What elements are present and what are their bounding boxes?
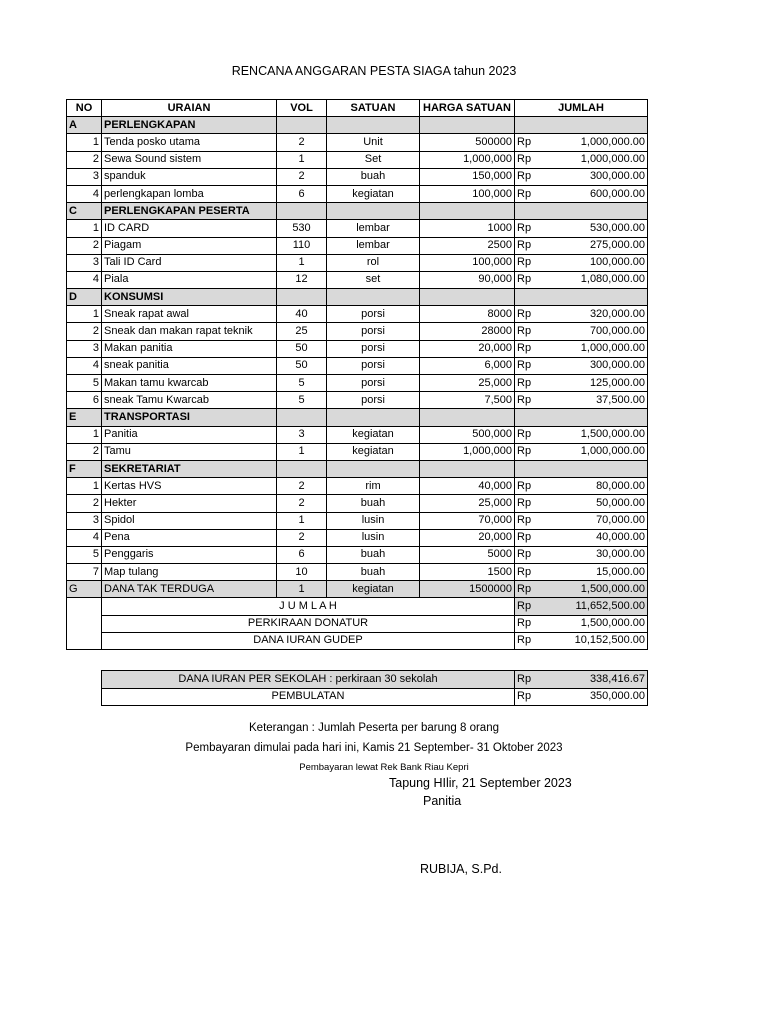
row-vol: 5 — [277, 392, 327, 409]
row-vol: 10 — [277, 564, 327, 581]
empty-cell — [277, 289, 327, 306]
empty-cell — [515, 289, 547, 306]
row-satuan: kegiatan — [327, 426, 420, 443]
empty-cell — [547, 460, 648, 477]
total-value: 1,500,000.00 — [547, 615, 648, 632]
row-harga: 1,000,000 — [420, 151, 515, 168]
row-no: 5 — [67, 375, 102, 392]
row-satuan: porsi — [327, 340, 420, 357]
section-code: A — [67, 117, 102, 134]
row-rp: Rp — [515, 271, 547, 288]
row-satuan: kegiatan — [327, 443, 420, 460]
row-rp: Rp — [515, 512, 547, 529]
table-row — [67, 220, 648, 237]
section-row — [67, 203, 648, 220]
row-satuan: porsi — [327, 392, 420, 409]
row-harga: 20,000 — [420, 340, 515, 357]
row-rp: Rp — [515, 581, 547, 598]
total-rp: Rp — [515, 632, 547, 649]
row-jumlah: 100,000.00 — [547, 254, 648, 271]
budget-table — [66, 99, 648, 650]
total-label: J U M L A H — [102, 598, 515, 615]
header-vol: VOL — [277, 100, 327, 117]
row-no: 4 — [67, 357, 102, 374]
row-uraian: Tamu — [102, 443, 277, 460]
row-vol: 1 — [277, 254, 327, 271]
document-title: RENCANA ANGGARAN PESTA SIAGA tahun 2023 — [231, 64, 517, 78]
table-row — [67, 340, 648, 357]
row-no: 3 — [67, 254, 102, 271]
empty-cell — [420, 409, 515, 426]
row-harga: 1500000 — [420, 581, 515, 598]
row-harga: 100,000 — [420, 254, 515, 271]
row-jumlah: 530,000.00 — [547, 220, 648, 237]
row-satuan: kegiatan — [327, 581, 420, 598]
row-uraian: spanduk — [102, 168, 277, 185]
row-vol: 6 — [277, 185, 327, 202]
empty-cell — [420, 203, 515, 220]
table-row — [67, 529, 648, 546]
row-vol: 1 — [277, 443, 327, 460]
total-row — [67, 615, 648, 632]
row-harga: 150,000 — [420, 168, 515, 185]
row-satuan: kegiatan — [327, 185, 420, 202]
note-pembayaran: Pembayaran dimulai pada hari ini, Kamis 21 September- 31 Oktober 2023 — [185, 742, 563, 754]
row-uraian: Makan panitia — [102, 340, 277, 357]
row-harga: 1000 — [420, 220, 515, 237]
row-satuan: set — [327, 271, 420, 288]
row-rp: Rp — [515, 529, 547, 546]
row-uraian: Sneak rapat awal — [102, 306, 277, 323]
row-uraian: Pena — [102, 529, 277, 546]
row-uraian: Tenda posko utama — [102, 134, 277, 151]
row-uraian: Panitia — [102, 426, 277, 443]
row-harga: 7,500 — [420, 392, 515, 409]
row-vol: 6 — [277, 546, 327, 563]
table-row — [67, 323, 648, 340]
row-vol: 50 — [277, 357, 327, 374]
total-label: PERKIRAAN DONATUR — [102, 615, 515, 632]
empty-cell — [515, 409, 547, 426]
section-label: SEKRETARIAT — [102, 460, 277, 477]
row-jumlah: 1,000,000.00 — [547, 151, 648, 168]
row-no: 2 — [67, 443, 102, 460]
section-label: KONSUMSI — [102, 289, 277, 306]
row-satuan: Unit — [327, 134, 420, 151]
row-vol: 40 — [277, 306, 327, 323]
row-rp: Rp — [515, 168, 547, 185]
table-row — [67, 495, 648, 512]
row-vol: 12 — [277, 271, 327, 288]
row-uraian: Piagam — [102, 237, 277, 254]
total-value: 10,152,500.00 — [547, 632, 648, 649]
empty-cell — [547, 289, 648, 306]
row-harga: 500000 — [420, 134, 515, 151]
row-no: G — [67, 581, 102, 598]
row-jumlah: 700,000.00 — [547, 323, 648, 340]
table-row — [67, 512, 648, 529]
total-label: DANA IURAN GUDEP — [102, 632, 515, 649]
pembulatan-label: PEMBULATAN — [102, 688, 515, 706]
row-harga: 8000 — [420, 306, 515, 323]
row-jumlah: 1,000,000.00 — [547, 340, 648, 357]
row-uraian: Piala — [102, 271, 277, 288]
row-uraian: Spidol — [102, 512, 277, 529]
row-jumlah: 40,000.00 — [547, 529, 648, 546]
row-no: 1 — [67, 306, 102, 323]
total-row — [67, 598, 648, 615]
row-rp: Rp — [515, 392, 547, 409]
row-uraian: Penggaris — [102, 546, 277, 563]
row-rp: Rp — [515, 357, 547, 374]
section-row — [67, 117, 648, 134]
row-uraian: Tali ID Card — [102, 254, 277, 271]
empty-cell — [420, 460, 515, 477]
row-jumlah: 50,000.00 — [547, 495, 648, 512]
table-row — [67, 151, 648, 168]
row-satuan: porsi — [327, 375, 420, 392]
row-vol: 1 — [277, 581, 327, 598]
row-satuan: lembar — [327, 237, 420, 254]
section-code: E — [67, 409, 102, 426]
row-no: 2 — [67, 495, 102, 512]
section-code: D — [67, 289, 102, 306]
empty-cell — [67, 598, 102, 615]
row-uraian: Map tulang — [102, 564, 277, 581]
row-jumlah: 300,000.00 — [547, 357, 648, 374]
table-row — [67, 443, 648, 460]
empty-cell — [327, 460, 420, 477]
row-rp: Rp — [515, 151, 547, 168]
row-uraian: Kertas HVS — [102, 478, 277, 495]
row-satuan: lusin — [327, 512, 420, 529]
section-code: F — [67, 460, 102, 477]
empty-cell — [277, 409, 327, 426]
iuran-table — [101, 670, 648, 706]
empty-cell — [515, 117, 547, 134]
row-uraian: ID CARD — [102, 220, 277, 237]
note-keterangan: Keterangan : Jumlah Peserta per barung 8 orang — [249, 722, 499, 734]
row-harga: 5000 — [420, 546, 515, 563]
empty-cell — [277, 460, 327, 477]
row-jumlah: 275,000.00 — [547, 237, 648, 254]
row-uraian: Sneak dan makan rapat teknik — [102, 323, 277, 340]
row-vol: 5 — [277, 375, 327, 392]
row-harga: 25,000 — [420, 495, 515, 512]
row-harga: 70,000 — [420, 512, 515, 529]
pembulatan-row — [102, 688, 648, 706]
pembulatan-rp: Rp — [515, 688, 547, 706]
empty-cell — [67, 632, 102, 649]
row-uraian: sneak panitia — [102, 357, 277, 374]
row-satuan: buah — [327, 168, 420, 185]
pembulatan-value: 350,000.00 — [547, 688, 648, 706]
total-value: 11,652,500.00 — [547, 598, 648, 615]
total-rp: Rp — [515, 598, 547, 615]
row-satuan: Set — [327, 151, 420, 168]
row-jumlah: 320,000.00 — [547, 306, 648, 323]
row-no: 3 — [67, 512, 102, 529]
section-row — [67, 289, 648, 306]
note-rekening: Pembayaran lewat Rek Bank Riau Kepri — [299, 762, 469, 773]
table-row — [67, 254, 648, 271]
row-no: 3 — [67, 168, 102, 185]
row-vol: 2 — [277, 495, 327, 512]
header-no: NO — [67, 100, 102, 117]
sign-name: RUBIJA, S.Pd. — [420, 862, 502, 876]
section-row — [67, 409, 648, 426]
table-row — [67, 271, 648, 288]
row-vol: 2 — [277, 529, 327, 546]
iuran-value: 338,416.67 — [547, 671, 648, 689]
row-vol: 50 — [277, 340, 327, 357]
table-row — [67, 546, 648, 563]
table-row — [67, 478, 648, 495]
row-no: 1 — [67, 220, 102, 237]
row-no: 4 — [67, 271, 102, 288]
row-harga: 40,000 — [420, 478, 515, 495]
row-no: 3 — [67, 340, 102, 357]
row-jumlah: 1,500,000.00 — [547, 581, 648, 598]
empty-cell — [327, 117, 420, 134]
table-row — [67, 237, 648, 254]
row-jumlah: 125,000.00 — [547, 375, 648, 392]
row-jumlah: 1,500,000.00 — [547, 426, 648, 443]
row-uraian: sneak Tamu Kwarcab — [102, 392, 277, 409]
table-row — [67, 185, 648, 202]
empty-cell — [547, 203, 648, 220]
row-jumlah: 80,000.00 — [547, 478, 648, 495]
total-rp: Rp — [515, 615, 547, 632]
row-jumlah: 30,000.00 — [547, 546, 648, 563]
row-rp: Rp — [515, 564, 547, 581]
section-row — [67, 460, 648, 477]
row-harga: 90,000 — [420, 271, 515, 288]
row-vol: 2 — [277, 168, 327, 185]
row-no: 1 — [67, 478, 102, 495]
row-vol: 25 — [277, 323, 327, 340]
row-satuan: rim — [327, 478, 420, 495]
row-rp: Rp — [515, 220, 547, 237]
table-row — [67, 375, 648, 392]
row-no: 2 — [67, 151, 102, 168]
row-satuan: rol — [327, 254, 420, 271]
table-body — [67, 117, 648, 650]
row-rp: Rp — [515, 237, 547, 254]
dana-tak-terduga-row — [67, 581, 648, 598]
empty-cell — [515, 203, 547, 220]
section-label: PERLENGKAPAN — [102, 117, 277, 134]
iuran-rp: Rp — [515, 671, 547, 689]
row-vol: 110 — [277, 237, 327, 254]
empty-cell — [277, 117, 327, 134]
empty-cell — [515, 460, 547, 477]
row-jumlah: 15,000.00 — [547, 564, 648, 581]
row-rp: Rp — [515, 185, 547, 202]
row-jumlah: 600,000.00 — [547, 185, 648, 202]
section-label: PERLENGKAPAN PESERTA — [102, 203, 277, 220]
row-satuan: porsi — [327, 357, 420, 374]
row-no: 1 — [67, 134, 102, 151]
row-no: 6 — [67, 392, 102, 409]
empty-cell — [547, 117, 648, 134]
row-jumlah: 1,000,000.00 — [547, 134, 648, 151]
empty-cell — [277, 203, 327, 220]
row-harga: 6,000 — [420, 357, 515, 374]
row-rp: Rp — [515, 306, 547, 323]
empty-cell — [327, 289, 420, 306]
table-row — [67, 426, 648, 443]
row-rp: Rp — [515, 478, 547, 495]
row-no: 1 — [67, 426, 102, 443]
iuran-row — [102, 671, 648, 689]
table-row — [67, 392, 648, 409]
row-rp: Rp — [515, 134, 547, 151]
section-label: TRANSPORTASI — [102, 409, 277, 426]
row-harga: 100,000 — [420, 185, 515, 202]
row-harga: 2500 — [420, 237, 515, 254]
sign-role: Panitia — [423, 794, 462, 808]
header-jumlah: JUMLAH — [515, 100, 648, 117]
row-rp: Rp — [515, 375, 547, 392]
table-row — [67, 168, 648, 185]
row-rp: Rp — [515, 254, 547, 271]
row-rp: Rp — [515, 426, 547, 443]
row-no: 4 — [67, 185, 102, 202]
row-harga: 500,000 — [420, 426, 515, 443]
empty-cell — [420, 117, 515, 134]
row-satuan: porsi — [327, 306, 420, 323]
row-jumlah: 70,000.00 — [547, 512, 648, 529]
row-vol: 1 — [277, 512, 327, 529]
row-uraian: Makan tamu kwarcab — [102, 375, 277, 392]
row-satuan: buah — [327, 546, 420, 563]
section-code: C — [67, 203, 102, 220]
row-jumlah: 1,000,000.00 — [547, 443, 648, 460]
table-row — [67, 306, 648, 323]
row-jumlah: 1,080,000.00 — [547, 271, 648, 288]
header-harga: HARGA SATUAN — [420, 100, 515, 117]
empty-cell — [327, 409, 420, 426]
total-row — [67, 632, 648, 649]
empty-cell — [327, 203, 420, 220]
row-vol: 530 — [277, 220, 327, 237]
row-jumlah: 37,500.00 — [547, 392, 648, 409]
empty-cell — [547, 409, 648, 426]
row-rp: Rp — [515, 546, 547, 563]
table-row — [67, 564, 648, 581]
row-rp: Rp — [515, 323, 547, 340]
row-no: 2 — [67, 323, 102, 340]
empty-cell — [67, 615, 102, 632]
table-row — [67, 134, 648, 151]
row-satuan: lusin — [327, 529, 420, 546]
row-satuan: buah — [327, 495, 420, 512]
row-no: 2 — [67, 237, 102, 254]
row-no: 5 — [67, 546, 102, 563]
table-header-row — [67, 100, 648, 117]
row-uraian: Sewa Sound sistem — [102, 151, 277, 168]
header-uraian: URAIAN — [102, 100, 277, 117]
row-uraian: perlengkapan lomba — [102, 185, 277, 202]
row-rp: Rp — [515, 495, 547, 512]
row-harga: 20,000 — [420, 529, 515, 546]
empty-cell — [420, 289, 515, 306]
row-vol: 1 — [277, 151, 327, 168]
row-satuan: lembar — [327, 220, 420, 237]
row-no: 4 — [67, 529, 102, 546]
row-vol: 3 — [277, 426, 327, 443]
sign-place-date: Tapung HIlir, 21 September 2023 — [389, 776, 572, 790]
row-rp: Rp — [515, 340, 547, 357]
row-vol: 2 — [277, 134, 327, 151]
row-uraian: DANA TAK TERDUGA — [102, 581, 277, 598]
header-satuan: SATUAN — [327, 100, 420, 117]
row-harga: 25,000 — [420, 375, 515, 392]
row-rp: Rp — [515, 443, 547, 460]
row-satuan: buah — [327, 564, 420, 581]
row-vol: 2 — [277, 478, 327, 495]
row-harga: 1,000,000 — [420, 443, 515, 460]
row-jumlah: 300,000.00 — [547, 168, 648, 185]
row-no: 7 — [67, 564, 102, 581]
row-satuan: porsi — [327, 323, 420, 340]
table-row — [67, 357, 648, 374]
row-uraian: Hekter — [102, 495, 277, 512]
row-harga: 1500 — [420, 564, 515, 581]
row-harga: 28000 — [420, 323, 515, 340]
iuran-label: DANA IURAN PER SEKOLAH : perkiraan 30 sekolah — [102, 671, 515, 689]
